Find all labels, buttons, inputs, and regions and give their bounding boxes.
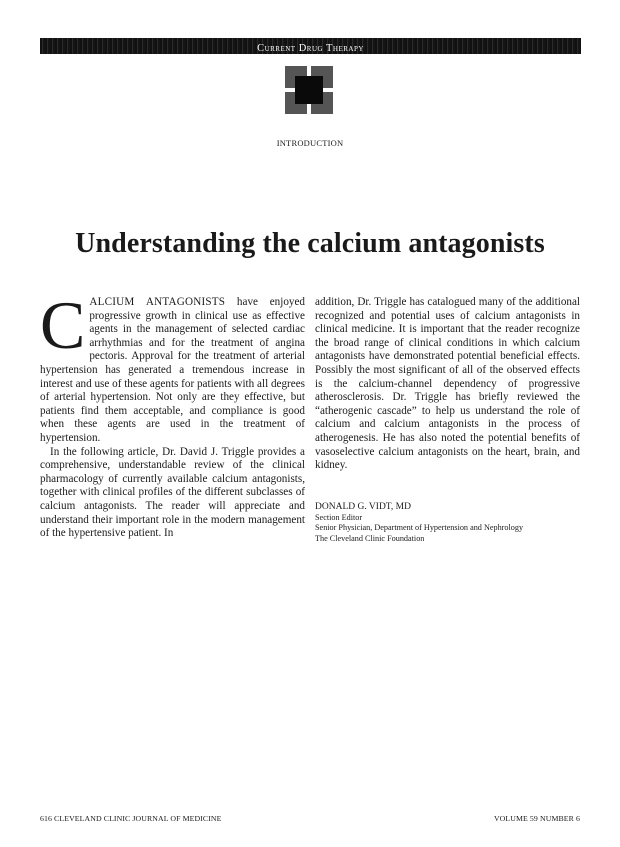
drop-cap: C	[40, 287, 86, 363]
section-banner	[40, 38, 581, 54]
banner-text: Current Drug Therapy	[257, 43, 364, 54]
footer-journal: 616 CLEVELAND CLINIC JOURNAL OF MEDICINE	[40, 814, 222, 823]
paragraph-1	[40, 287, 305, 446]
author-institution: The Cleveland Clinic Foundation	[315, 533, 425, 543]
paragraph-1-text: have enjoyed progressive growth in clinical use as effective agents in the management of selected cardiac arrhythmias and for the treatment of angina pectoris. Approval for the treatment of arterial hypertension has generated a tremendous increase in interest and use of these agents for patients with all degrees of arterial hypertension. Not only are they effective, but patients find them acceptable, and compliance is good when these agents are used in the treatment of hypertension.	[40, 296, 305, 444]
body-column-right	[315, 296, 580, 544]
journal-emblem-icon	[283, 64, 335, 116]
author-signature	[315, 501, 580, 545]
lead-caps: ALCIUM ANTAGONISTS	[89, 296, 226, 308]
article-title: Understanding the calcium antagonists	[75, 228, 545, 259]
section-label: INTRODUCTION	[276, 138, 344, 148]
author-name: DONALD G. VIDT, MD	[315, 501, 411, 512]
body-column-left	[40, 287, 305, 541]
paragraph-2: In the following article, Dr. David J. Triggle provides a comprehensive, understandable review of the clinical pharmacology of currently available calcium antagonists, together with clinical profiles of the different subclasses of calcium antagonists. The reader will appreciate and understand their important role in the modern management of the hypertensive patient. In	[40, 445, 305, 540]
author-role: Section Editor	[315, 512, 363, 522]
footer-volume: VOLUME 59 NUMBER 6	[493, 814, 580, 823]
paragraph-3: addition, Dr. Triggle has catalogued many of the additional recognized and potential uses of calcium antagonists in clinical medicine. It is important that the reader recognize the broad range of clinical conditions in which calcium antagonists have demonstrated potential beneficial effects. Possibly the most significant of all of the observed effects is the calcium-channel dependency of progressive atherosclerosis. Dr. Triggle has briefly reviewed the “atherogenic cascade” to help us understand the role of calcium and calcium antagonists in the process of atherogenesis. He has also noted the potential benefits of vasoselective calcium antagonists on the heart, brain, and kidney.	[315, 296, 580, 472]
author-department: Senior Physician, Department of Hypertension and Nephrology	[315, 523, 524, 533]
